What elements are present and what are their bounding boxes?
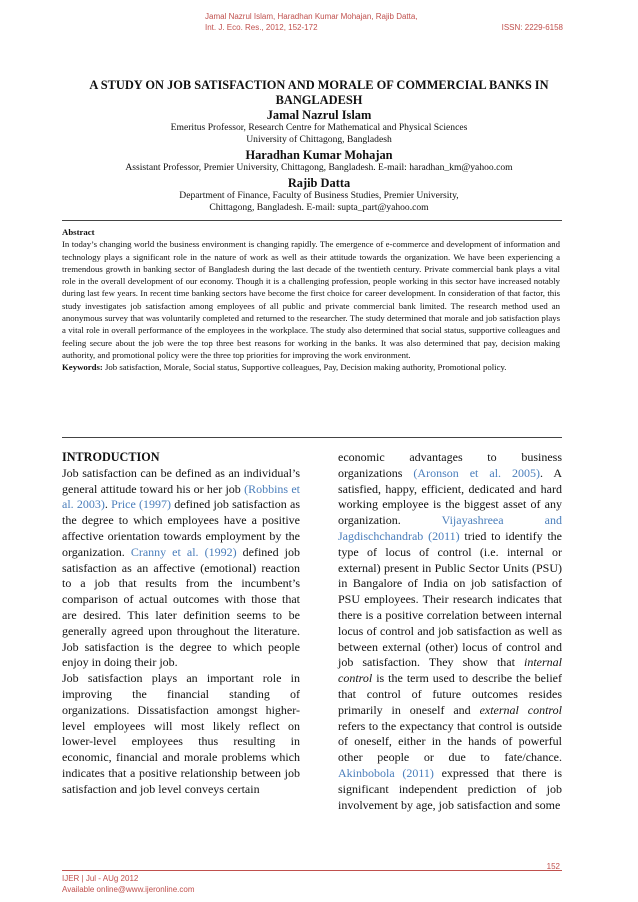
author-affiliation: Emeritus Professor, Research Centre for Mathematical and Physical Sciences (170, 122, 468, 133)
author-affiliation: University of Chittagong, Bangladesh (246, 134, 392, 145)
abstract (62, 226, 560, 374)
keywords-label: Keywords: (62, 362, 103, 373)
citation-link[interactable]: (Robbins et al. 2003) (62, 481, 300, 512)
keywords: Job satisfaction, Morale, Social status, Supportive colleagues, Pay, Decision making authority, Promotional policy. (102, 362, 507, 373)
citation-link[interactable]: (Aronson et al. 2005) (413, 465, 541, 480)
divider (62, 437, 562, 438)
italic-term: internal control (338, 655, 562, 686)
citation-link[interactable]: Vijayashreea and Jagdischchandrab (2011) (338, 513, 562, 543)
header-issn: ISSN: 2229-6158 (501, 23, 563, 32)
page-number: 152 (546, 862, 560, 871)
divider (62, 220, 562, 221)
header-authors: Jamal Nazrul Islam, Haradhan Kumar Mohajan, Rajib Datta, (205, 12, 418, 21)
author-affiliation: Chittagong, Bangladesh. E-mail: supta_part@yahoo.com (209, 202, 429, 213)
column-right (338, 450, 562, 813)
abstract-text: In today’s changing world the business environment is changing rapidly. The emergence of e-commerce and development of information and technology plays a significant role in the nature of work as well as their attitude towards the organization. We have been experiencing a tremendous growth in banking sector of Bangladesh during the last decade of the twentieth century. Private commercial bank plays a vital role in the overall development of our economy. Though it is a challenging profession, people working in this sector have increased notably during last few years. In recent time banking sectors have become the first choice for career development. In consideration of that factor, this study investigates job satisfaction among employees of all public and private commercial bank limited. The research method used an anonymous survey that was voluntarily completed and returned to the researcher. The study determined that morale and job satisfaction plays a vital role in overall performance of the employees in the workplace. The study also determined that social status, supportive colleagues and feeling secure about the job were the top three best reasons for working in the banks. It was also determined that pay, decision making authority, and promotional policy were the three top priorities for improving the work environment. (62, 239, 560, 360)
text-run: . (104, 497, 112, 512)
text-run: defined job satisfaction as the degree to which employees have a positive affective orientation towards employment by the organization. (62, 497, 301, 559)
footer-site[interactable]: Available online@www.ijeronline.com (62, 885, 195, 894)
text-run: expressed that there is significant independent prediction of job involvement by age, job satisfaction and some (338, 765, 562, 812)
author-name: Rajib Datta (287, 176, 351, 190)
citation-link[interactable]: Cranny et al. (1992) (130, 544, 237, 559)
footer-rule (62, 870, 562, 871)
column-left (62, 450, 300, 798)
author-affiliation: Assistant Professor, Premier University, Chittagong, Bangladesh. E-mail: haradhan_km@yahoo.com (125, 162, 513, 173)
text-run: . A satisfied, happy, efficient, dedicated and hard working employee is the biggest asset of any organization. (338, 465, 562, 528)
paragraph (338, 450, 562, 813)
author-name: Haradhan Kumar Mohajan (245, 148, 393, 162)
text-run: economic advantages to business organizations (338, 450, 562, 480)
section-heading: INTRODUCTION (62, 450, 160, 464)
footer-journal: IJER | Jul - AUg 2012 (62, 874, 139, 883)
author-name: Jamal Nazrul Islam (266, 108, 372, 122)
citation-link[interactable]: Akinbobola (2011) (338, 765, 434, 780)
text-run: defined job satisfaction as an affective (emotional) reaction to a job that results from the incumbent’s comparison of actual outcomes with those that are desired. This later definition seems to be generally agreed upon throughout the literature. Job satisfaction is the degree to which people enjoy in doing their job. (62, 544, 300, 670)
page-footer (62, 873, 194, 895)
running-header (205, 11, 563, 33)
header-journal: Int. J. Eco. Res., 2012, 152-172 (205, 23, 318, 32)
text-run: is the term used to describe the belief that control of future outcomes resides primarily in oneself and (338, 671, 562, 717)
paper-title: A STUDY ON JOB SATISFACTION AND MORALE OF COMMERCIAL BANKS IN BANGLADESH (89, 78, 549, 107)
italic-term: external control (479, 702, 562, 717)
abstract-heading: Abstract (62, 227, 95, 237)
citation-link[interactable]: Price (1997) (111, 497, 172, 512)
author-block (62, 108, 576, 214)
text-run: refers to the expectancy that control is outside of oneself, either in the hands of powerful other people or due to fate/chance. (338, 718, 562, 765)
paragraph: Job satisfaction plays an important role in improving the financial standing of organizations. Dissatisfaction amongst higher-level employees will most likely reflect on lower-level employees thus resulting in economic, financial and morale problems which indicates that a positive relationship between job satisfaction and job level conveys certain (62, 671, 300, 796)
text-run: tried to identify the type of locus of control (i.e. internal or external) present in Public Sector Units (PSU) in Bangalore of India on job satisfaction of PSU employees. Their research indicates that there is a positive correlation between internal locus of control and job satisfaction as well as between external (other) locus of control and job satisfaction. They show that (338, 528, 562, 670)
author-affiliation: Department of Finance, Faculty of Business Studies, Premier University, (179, 190, 459, 201)
paragraph (62, 466, 300, 671)
text-run: Job satisfaction can be defined as an individual’s general attitude toward his or her job (62, 465, 300, 496)
